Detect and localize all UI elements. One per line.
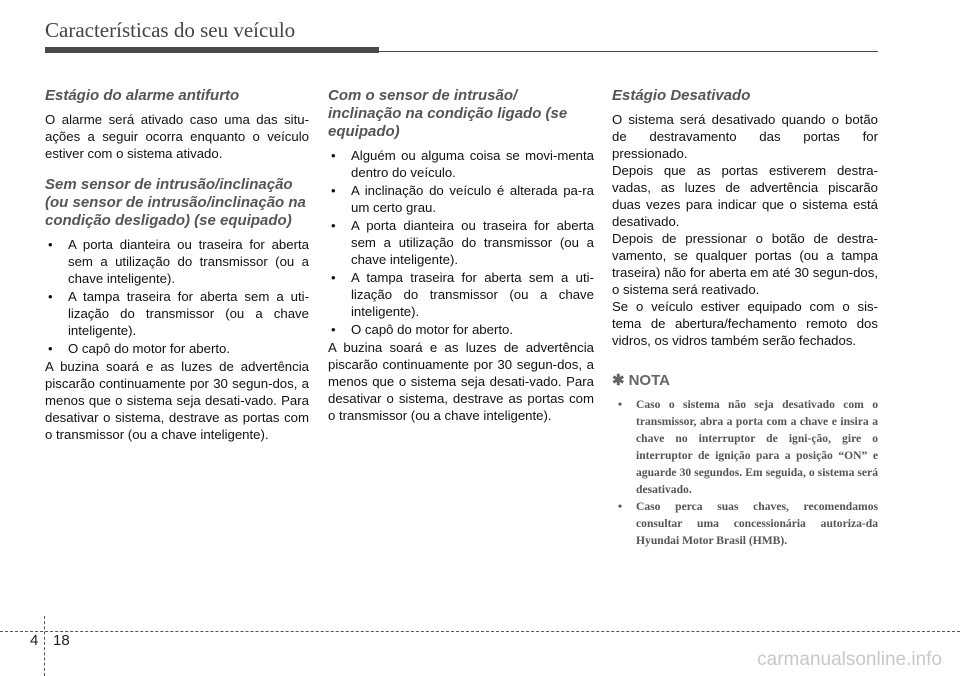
bullet-list xyxy=(328,147,594,338)
list-item: • A porta dianteira ou traseira for aberta sem a utilização do transmissor (ou a chave inteligente). xyxy=(48,237,309,286)
list-item: • A porta dianteira ou traseira for aberta sem a utilização do transmissor (ou a chave inteligente). xyxy=(331,218,594,267)
note-item: • Caso o sistema não seja desativado com o transmissor, abra a porta com a chave e insira a chave no interruptor de igni-ção, gire o interruptor de ignição para a posição “ON” e aguarde 30 segundos. Em seguida, o sistema será desativado. xyxy=(618,398,878,496)
section-heading-with-sensor: Com o sensor de intrusão/ inclinação na condição ligado (se equipado) xyxy=(328,87,568,140)
page-header-title: Características do seu veículo xyxy=(45,18,296,42)
paragraph: O sistema será desativado quando o botão de destravamento das portas for pressionado. xyxy=(612,112,878,161)
header-rule-thick xyxy=(45,47,379,53)
bullet-icon: • xyxy=(331,322,336,337)
column-2 xyxy=(328,87,594,424)
bullet-icon: • xyxy=(48,237,53,252)
paragraph: Depois que as portas estiverem destra-vadas, as luzes de advertência piscarão duas vezes para indicar que o sistema está desativado. xyxy=(612,163,878,229)
list-item: • Alguém ou alguma coisa se movi-menta dentro do veículo. xyxy=(331,148,594,180)
page-number: 18 xyxy=(53,632,70,649)
list-item: • A inclinação do veículo é alterada pa-ra um certo grau. xyxy=(331,183,594,215)
section-heading-alarm-stage: Estágio do alarme antifurto xyxy=(45,87,240,104)
bullet-icon: • xyxy=(48,341,53,356)
list-item: • A tampa traseira for aberta sem a uti-lização do transmissor (ou a chave inteligente). xyxy=(48,289,309,338)
bullet-list xyxy=(45,236,309,357)
section-heading-deactivated: Estágio Desativado xyxy=(612,87,751,104)
paragraph: A buzina soará e as luzes de advertência piscarão continuamente por 30 segun-dos, a menos que o sistema seja desati-vado. Para desativar o sistema, destrave as portas com o transmissor (ou a chave inteligente). xyxy=(45,359,309,442)
bullet-icon: • xyxy=(618,398,623,411)
paragraph: Se o veículo estiver equipado com o sis-tema de abertura/fechamento remoto dos vidros, os vidros também serão fechados. xyxy=(612,299,878,348)
bullet-icon: • xyxy=(48,289,53,304)
list-item: • O capô do motor for aberto. xyxy=(331,322,513,337)
note-item: • Caso perca suas chaves, recomendamos consultar uma concessionária autoriza-da Hyundai Motor Brasil (HMB). xyxy=(618,500,878,547)
note-list xyxy=(612,396,878,549)
paragraph: Depois de pressionar o botão de destra-vamento, se qualquer portas (ou a tampa traseira) não for aberta em até 30 segun-dos, o sistema será reativado. xyxy=(612,231,878,297)
note-title: ✱ NOTA xyxy=(612,372,670,389)
bullet-icon: • xyxy=(331,183,336,198)
footer-divider xyxy=(0,631,960,632)
watermark: carmanualsonline.info xyxy=(757,649,942,670)
column-3 xyxy=(612,87,878,549)
bullet-icon: • xyxy=(331,218,336,233)
bullet-icon: • xyxy=(331,270,336,285)
list-item: • O capô do motor for aberto. xyxy=(48,341,230,356)
footer-vertical-divider xyxy=(44,616,45,676)
list-item: • A tampa traseira for aberta sem a uti-lização do transmissor (ou a chave inteligente). xyxy=(331,270,594,319)
section-heading-without-sensor: Sem sensor de intrusão/inclinação (ou sensor de intrusão/inclinação na condição desligado) (se equipado) xyxy=(45,176,306,229)
bullet-icon: • xyxy=(618,500,623,513)
paragraph: A buzina soará e as luzes de advertência piscarão continuamente por 30 segun-dos, a menos que o sistema seja desati-vado. Para desativar o sistema, destrave as portas com o transmissor (ou a chave inteligente). xyxy=(328,340,594,423)
chapter-number: 4 xyxy=(30,632,39,649)
paragraph: O alarme será ativado caso uma das situ-ações a seguir ocorra enquanto o veículo estiver com o sistema ativado. xyxy=(45,112,309,161)
asterisk-icon: ✱ xyxy=(612,372,625,389)
header-rule-thin xyxy=(379,51,878,52)
column-1 xyxy=(45,87,309,443)
bullet-icon: • xyxy=(331,148,336,163)
